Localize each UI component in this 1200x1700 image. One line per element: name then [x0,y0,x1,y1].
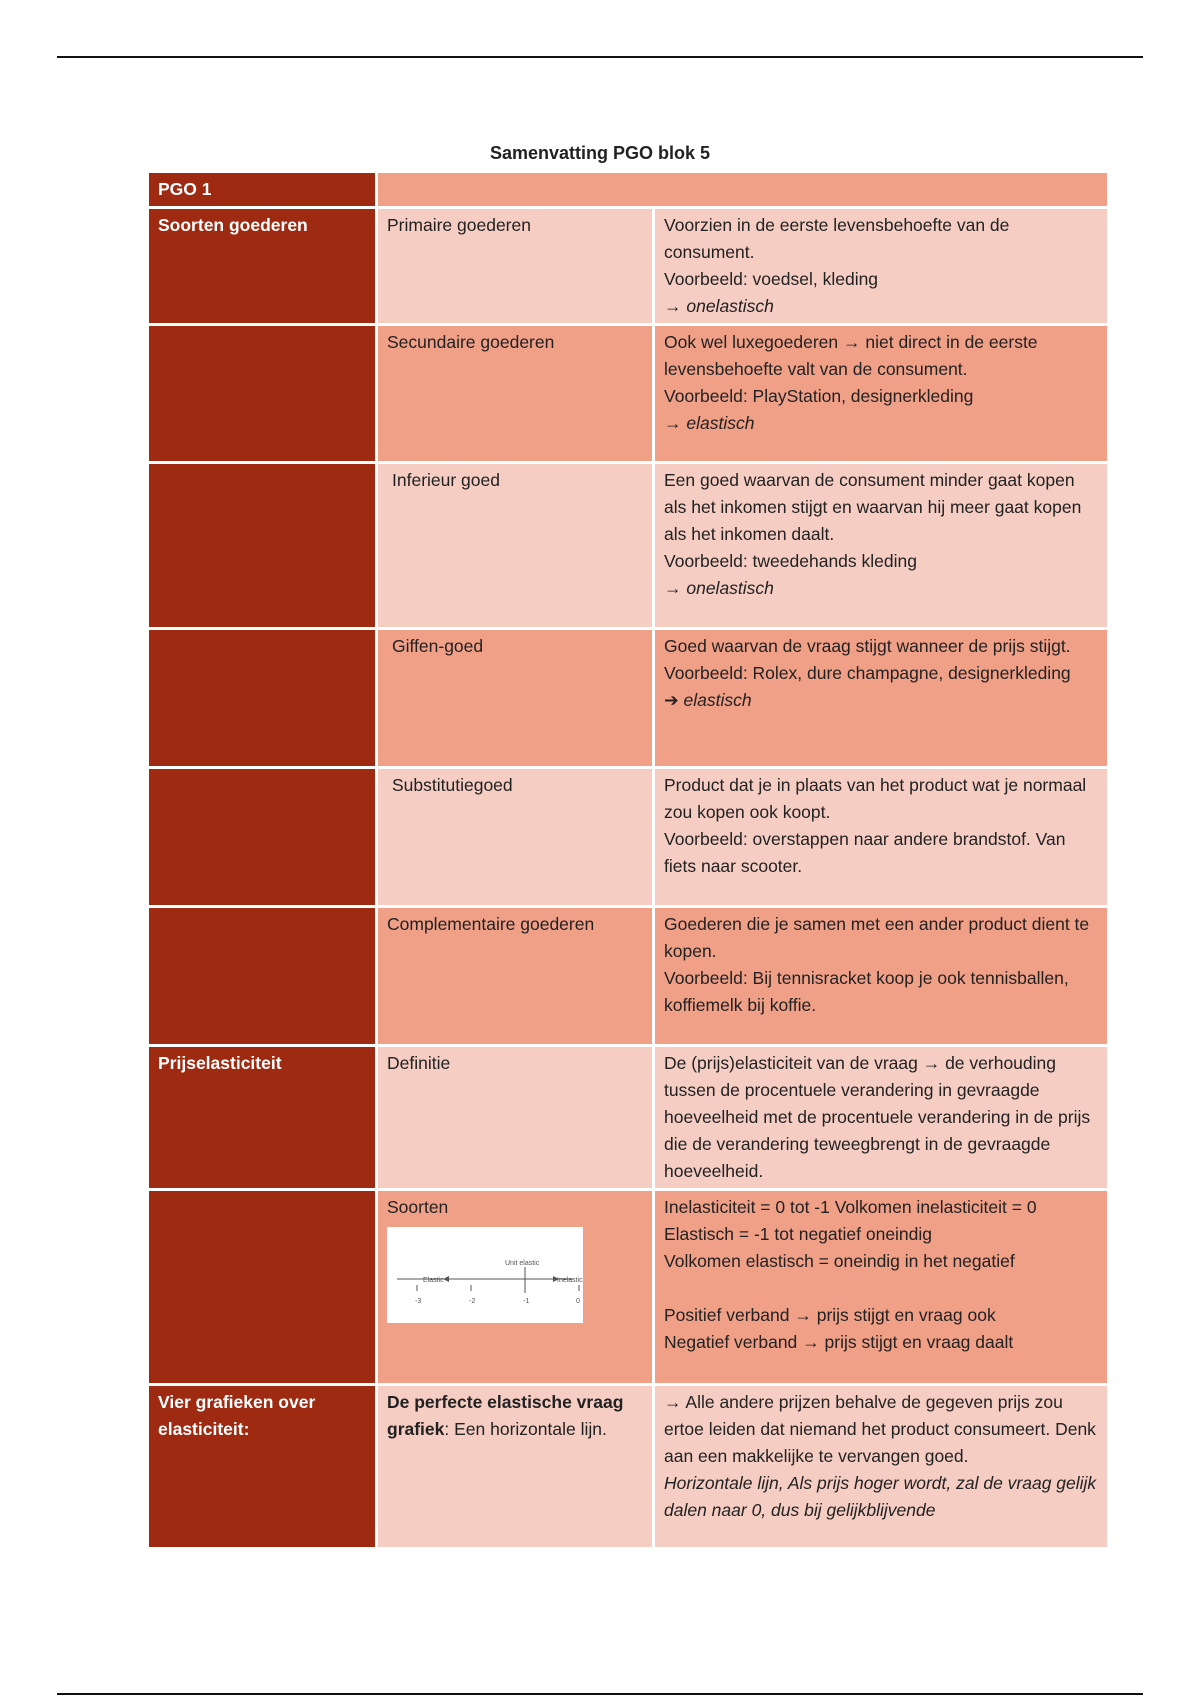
header-rule [57,56,1143,58]
term-cell [377,1385,654,1549]
description-cell [654,768,1109,907]
category-cell [148,463,377,629]
description-cell [654,1385,1109,1549]
term-bold: De perfecte elastische vraag grafiek [387,1392,624,1439]
table-row [148,1046,1109,1190]
table-row [148,629,1109,768]
description-cell [654,1046,1109,1190]
category-cell [148,1190,377,1385]
term-cell: Complementaire goederen [377,907,654,1046]
table-row [148,768,1109,907]
category-cell: Prijselasticiteit [148,1046,377,1190]
description-cell [654,1190,1109,1385]
table-row [148,208,1109,325]
term-cell [377,629,654,768]
scale-label-top: Unit elastic [505,1260,540,1267]
description-line: Voorbeeld: Bij tennisracket koop je ook tennisballen, koffiemelk bij koffie. [664,968,1069,1015]
term-rest: : Een horizontale lijn. [444,1419,607,1439]
category-cell [148,907,377,1046]
description-line: Goederen die je samen met een ander product dient te kopen. [664,914,1090,961]
table-row [148,1190,1109,1385]
description-line: Negatief verband → prijs stijgt en vraag daalt [664,1332,1014,1352]
elastic-arrowhead [443,1276,449,1282]
description-line: Voorbeeld: voedsel, kleding [664,269,879,289]
description-italic-line: Horizontale lijn, Als prijs hoger wordt, zal de vraag gelijk dalen naar 0, dus bij gelijkblijvende [664,1473,1097,1520]
scale-tick-label: -2 [469,1298,476,1305]
table-header-row [148,172,1109,208]
term-cell: Definitie [377,1046,654,1190]
document-title: Samenvatting PGO blok 5 [489,143,711,163]
table-row [148,1385,1109,1549]
elasticity-note: → onelastisch [664,578,774,598]
scale-tick-label: -1 [523,1298,530,1305]
term-label: Inferieur goed [392,470,500,490]
term-cell: Primaire goederen [377,208,654,325]
description-line: Goed waarvan de vraag stijgt wanneer de prijs stijgt. Voorbeeld: Rolex, dure champagne, designerkleding [664,636,1071,683]
elasticity-note: → onelastisch [664,296,774,316]
description-line: → Alle andere prijzen behalve de gegeven prijs zou ertoe leiden dat niemand het product consumeert. Denk aan een makkelijke te vervangen goed. [664,1392,1096,1466]
elasticity-note: → elastisch [664,413,755,433]
term-cell [377,768,654,907]
elasticity-scale-figure [387,1227,583,1323]
description-line: Voorbeeld: tweedehands kleding [664,551,917,571]
description-line: Elastisch = -1 tot negatief oneindig [664,1224,933,1244]
scale-tick-label: -3 [415,1298,422,1305]
description-line: Voorzien in de eerste levensbehoefte van de consument. [664,215,1010,262]
description-line: Een goed waarvan de consument minder gaat kopen als het inkomen stijgt en waarvan hij meer gaat kopen als het inkomen daalt. [664,470,1082,544]
description-line: Volkomen elastisch = oneindig in het negatief [664,1251,1015,1271]
description-line: Voorbeeld: PlayStation, designerkleding [664,386,974,406]
description-line: Voorbeeld: overstappen naar andere brandstof. Van fiets naar scooter. [664,829,1066,876]
term-cell [377,1190,654,1385]
elasticity-scale-svg [387,1227,583,1323]
table-row [148,907,1109,1046]
description-line: Product dat je in plaats van het product wat je normaal zou kopen ook koopt. [664,775,1087,822]
category-cell: Vier grafieken over elasticiteit: [148,1385,377,1549]
term-label: Soorten [387,1197,449,1217]
footer-rule [57,1693,1143,1695]
description-line: Ook wel luxegoederen → niet direct in de eerste levensbehoefte valt van de consument. [664,332,1038,379]
header-fill [377,172,1109,208]
description-cell [654,907,1109,1046]
header-label: PGO 1 [148,172,377,208]
category-cell [148,768,377,907]
scale-label-right: Inelastic [557,1277,583,1284]
term-cell: Secundaire goederen [377,325,654,463]
term-label: Giffen-goed [392,636,484,656]
category-cell [148,325,377,463]
term-label: Substitutiegoed [392,775,513,795]
table-row [148,463,1109,629]
category-cell: Soorten goederen [148,208,377,325]
description-cell [654,463,1109,629]
scale-label-left: Elastic [423,1277,444,1284]
description-cell [654,629,1109,768]
description-cell [654,208,1109,325]
description-cell [654,325,1109,463]
category-cell [148,629,377,768]
table-row [148,325,1109,463]
description-line: Positief verband → prijs stijgt en vraag ook [664,1305,996,1325]
scale-tick-label: 0 [576,1298,580,1305]
line-spacer [664,1275,1098,1302]
term-cell [377,463,654,629]
description-line: Inelasticiteit = 0 tot -1 Volkomen inelasticiteit = 0 [664,1197,1037,1217]
summary-table [146,170,1110,1550]
elasticity-note: ➔ elastisch [664,690,752,710]
description-line: De (prijs)elasticiteit van de vraag → de verhouding tussen de procentuele verandering in gevraagde hoeveelheid met de procentuele verandering in de prijs die de verandering teweegbrengt in de gevraagde hoeveelheid. [664,1053,1091,1181]
